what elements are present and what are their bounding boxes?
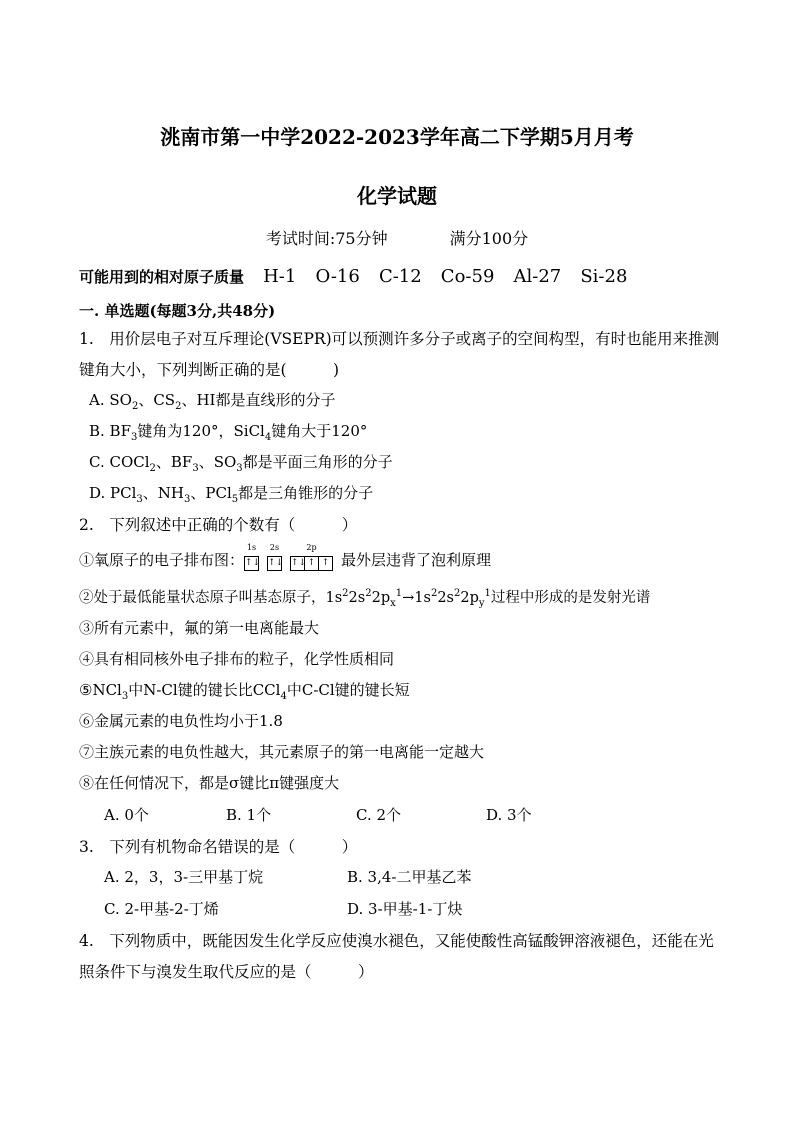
q2-item-7: ⑦主族元素的电负性越大，其元素原子的第一电离能一定越大 xyxy=(79,743,485,761)
q1-option-d: D. PCl$_3$、$NH_3$、PCl$_5$都是三角锥形的分子 xyxy=(89,484,374,505)
q1-stem-line1: 1. 用价层电子对互斥理论(VSEPR)可以预测许多分子或离子的空间构型，有时也能用来推测 xyxy=(79,330,720,348)
q2-item-1: ①氧原子的电子排布图： 1s ↑↓ 2s ↑↓ 2p ↑↓ ↑ ↑ 最外层违背了泡利原理 xyxy=(79,542,492,569)
atomic-mass-o: O-16 xyxy=(315,266,360,287)
q3-option-c: C. 2-甲基-2-丁烯 xyxy=(104,900,219,918)
q3-option-d: D. 3-甲基-1-丁炔 xyxy=(347,900,463,918)
atomic-mass-h: H-1 xyxy=(263,266,297,287)
q1-option-a: A. $SO_2$、$CS_2$、HI都是直线形的分子 xyxy=(89,391,336,412)
q2-item-2: ②处于最低能量状态原子叫基态原子，$1s^22s^22p_x^1\to 1s^22s^22p_y^1$过程中形成的是发射光谱 xyxy=(79,588,651,609)
q1-option-c: C. COCl$_2$、$BF_3$、$SO_3$都是平面三角形的分子 xyxy=(89,453,393,474)
q4-stem-line2: 照条件下与溴发生取代反应的是（ ） xyxy=(79,963,374,981)
q2-option-b: B. 1个 xyxy=(226,806,272,824)
q2-item-8: ⑧在任何情况下，都是σ键比π键强度大 xyxy=(79,774,340,792)
atomic-mass-al: Al-27 xyxy=(513,266,562,287)
q2-stem: 2. 下列叙述中正确的个数有（ ） xyxy=(79,516,358,534)
section-heading: 一. 单选题(每题3分,共48分) xyxy=(79,302,276,320)
q2-option-c: C. 2个 xyxy=(356,806,402,824)
q2-item-3: ③所有元素中，氟的第一电离能最大 xyxy=(79,619,320,637)
q3-option-a: A. 2，3，3-三甲基丁烷 xyxy=(104,868,264,886)
q2-item-4: ④具有相同核外电子排布的粒子，化学性质相同 xyxy=(79,650,395,668)
q1-stem-line2: 键角大小，下列判断正确的是( ) xyxy=(79,361,340,379)
q2-item-6: ⑥金属元素的电负性均小于1.8 xyxy=(79,712,283,730)
exam-time: 考试时间:75分钟 xyxy=(265,229,388,248)
exam-info xyxy=(0,226,794,249)
exam-title: 洮南市第一中学2022-2023学年高二下学期5月月考 xyxy=(160,125,634,149)
subject-title: 化学试题 xyxy=(357,184,437,208)
q4-stem-line1: 4. 下列物质中，既能因发生化学反应使溴水褪色，又能使酸性高锰酸钾溶液褪色，还能在光 xyxy=(79,932,714,950)
orbital-1s: 1s ↑↓ xyxy=(244,552,259,571)
full-score: 满分100分 xyxy=(449,229,529,248)
q2-option-d: D. 3个 xyxy=(486,806,532,824)
atomic-mass-line xyxy=(79,266,627,287)
atomic-mass-co: Co-59 xyxy=(440,266,495,287)
q3-stem: 3. 下列有机物命名错误的是（ ） xyxy=(79,838,358,856)
orbital-2p: 2p ↑↓ ↑ ↑ xyxy=(290,552,333,571)
q2-item-5: ⑤NCl$_3$中N-Cl键的键长比CCl$_4$中C-Cl键的键长短 xyxy=(79,681,410,702)
q1-option-b: B. $BF_3$键角为120°，SiCl$_4$键角大于120° xyxy=(89,422,368,443)
orbital-2s: 2s ↑↓ xyxy=(267,552,282,571)
q2-option-a: A. 0个 xyxy=(104,806,149,824)
q3-option-b: B. 3,4-二甲基乙苯 xyxy=(347,868,472,886)
atomic-mass-label: 可能用到的相对原子质量 xyxy=(79,268,245,286)
atomic-mass-si: Si-28 xyxy=(580,266,628,287)
atomic-mass-c: C-12 xyxy=(378,266,422,287)
